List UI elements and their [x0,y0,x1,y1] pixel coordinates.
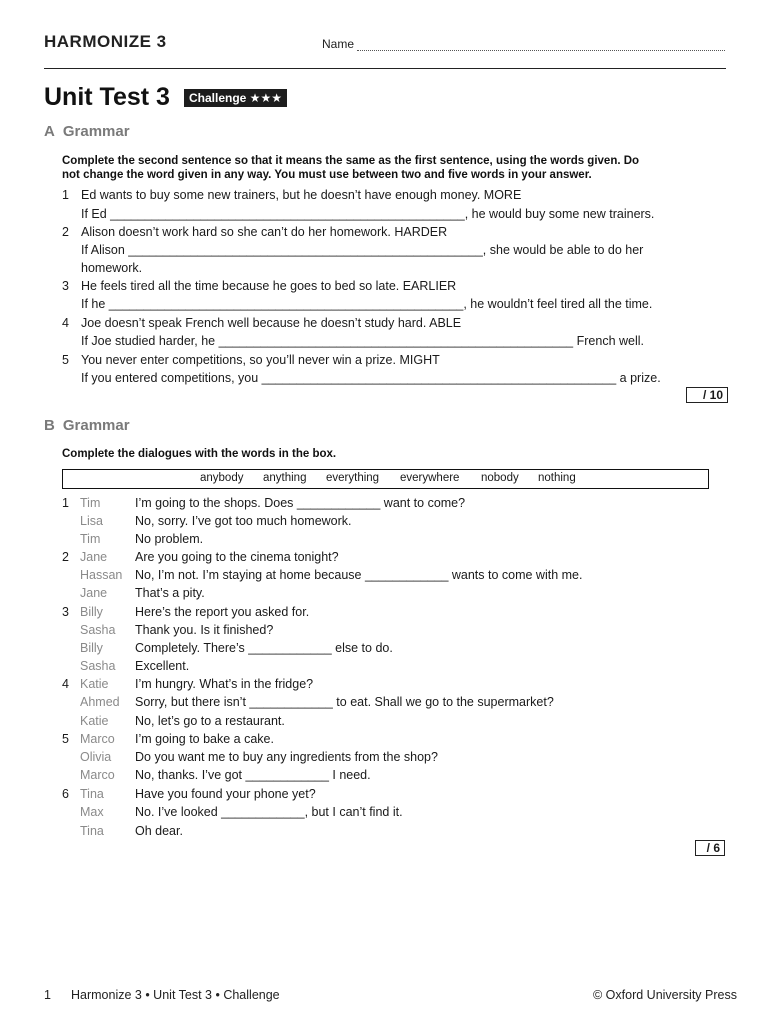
word-box-item: anybody [200,472,244,484]
dialogue-speaker: Tina [80,787,104,801]
dialogue-number: 4 [62,677,69,691]
dialogue-speaker: Marco [80,732,115,746]
dialogue-line: I’m going to bake a cake. [135,732,274,746]
dialogue-speaker: Ahmed [80,695,120,709]
page-title: Unit Test 3 [44,83,170,111]
dialogue-line: Are you going to the cinema tonight? [135,550,339,564]
word-box-item: anything [263,472,307,484]
question-answer-line: If you entered competitions, you ___________________________________________________ a prize. [81,371,661,385]
question-answer-line: If he ___________________________________________________, he wouldn’t feel tired all the time. [81,297,653,311]
brand-logo: HARMONIZE 3 [44,32,167,51]
dialogue-line: That’s a pity. [135,586,205,600]
question-prompt: Alison doesn’t work hard so she can’t do her homework. HARDER [81,225,448,239]
dialogue-line: No, let’s go to a restaurant. [135,714,285,728]
dialogue-line: Oh dear. [135,824,183,838]
question-prompt: Joe doesn’t speak French well because he doesn’t study hard. ABLE [81,316,462,330]
dialogue-line: Completely. There’s ____________ else to do. [135,641,393,655]
dialogue-line: No, sorry. I’ve got too much homework. [135,514,352,528]
footer-caption: Harmonize 3 • Unit Test 3 • Challenge [71,988,280,1002]
dialogue-speaker: Tina [80,824,104,838]
dialogue-speaker: Billy [80,605,103,619]
dialogue-line: No, thanks. I’ve got ____________ I need. [135,768,371,782]
dialogue-speaker: Katie [80,677,109,691]
section-b-heading [44,417,130,434]
section-a-title: Grammar [62,123,130,140]
section-a-letter: A [44,123,55,140]
dialogue-speaker: Jane [80,586,108,600]
dialogue-number: 2 [62,550,69,564]
dialogue-speaker: Billy [80,641,103,655]
dialogue-number: 5 [62,732,69,746]
section-a-score-box: / 10 [686,387,728,403]
question-number: 5 [62,353,69,367]
dialogue-line: Excellent. [135,659,190,673]
dialogue-speaker: Tim [80,496,101,510]
name-label: Name [322,37,355,51]
section-b-score-box: / 6 [695,840,725,856]
dialogue-line: No problem. [135,532,204,546]
dialogue-speaker: Olivia [80,750,112,764]
copyright: © Oxford University Press [593,988,737,1002]
question-answer-line: If Alison ___________________________________________________, she would be able to do her [81,243,644,257]
question-prompt: He feels tired all the time because he goes to bed so late. EARLIER [81,279,457,293]
dialogue-speaker: Sasha [80,623,116,637]
word-box-item: nothing [538,472,576,484]
dialogue-number: 6 [62,787,69,801]
word-box-item: nobody [481,472,519,484]
dialogue-number: 1 [62,496,69,510]
dialogue-speaker: Max [80,805,104,819]
dialogue-line: Thank you. Is it finished? [135,623,274,637]
dialogue-line: Do you want me to buy any ingredients from the shop? [135,750,438,764]
word-box-item: everything [326,472,380,484]
question-answer-line: If Ed ___________________________________________________, he would buy some new trainers. [81,207,655,221]
question-number: 2 [62,225,69,239]
dialogue-line: Here’s the report you asked for. [135,605,310,619]
question-prompt: You never enter competitions, so you’ll never win a prize. MIGHT [81,353,440,367]
dialogue-speaker: Marco [80,768,115,782]
section-a-instruction [62,155,722,182]
dialogue-speaker: Jane [80,550,108,564]
question-number: 4 [62,316,69,330]
dialogue-number: 3 [62,605,69,619]
dialogue-speaker: Lisa [80,514,103,528]
section-b-instruction: Complete the dialogues with the words in the box. [62,448,337,460]
word-box-item: everywhere [400,472,460,484]
challenge-badge: Challenge ★★★ [184,89,287,107]
dialogue-line: Have you found your phone yet? [135,787,316,801]
word-box [62,469,709,489]
section-b-title: Grammar [62,417,130,434]
dialogue-speaker: Katie [80,714,109,728]
section-a-heading [44,123,130,140]
dialogue-line: No, I’m not. I’m staying at home because ____________ wants to come with me. [135,568,583,582]
dialogue-speaker: Sasha [80,659,116,673]
section-b-letter: B [44,417,55,434]
question-answer-line: If Joe studied harder, he ___________________________________________________ French well. [81,334,644,348]
dialogue-speaker: Tim [80,532,101,546]
section-a-instruction-line-2: not change the word given in any way. You must use between two and five words in your answer. [62,168,592,181]
dialogue-speaker: Hassan [80,568,123,582]
question-number: 3 [62,279,69,293]
question-number: 1 [62,188,69,202]
header-rule [44,68,726,69]
dialogue-line: I’m going to the shops. Does ____________ want to come? [135,496,466,510]
section-a-instruction-line-1: Complete the second sentence so that it means the same as the first sentence, using the words given. Do [62,155,640,167]
dialogue-line: No. I’ve looked ____________, but I can’t find it. [135,805,403,819]
dialogue-line: Sorry, but there isn’t ____________ to eat. Shall we go to the supermarket? [135,695,554,709]
page-number: 1 [44,988,51,1002]
dialogue-line: I’m hungry. What’s in the fridge? [135,677,314,691]
question-prompt: Ed wants to buy some new trainers, but he doesn’t have enough money. MORE [81,188,522,202]
name-line [357,50,725,51]
question-answer-continuation: homework. [81,261,143,275]
